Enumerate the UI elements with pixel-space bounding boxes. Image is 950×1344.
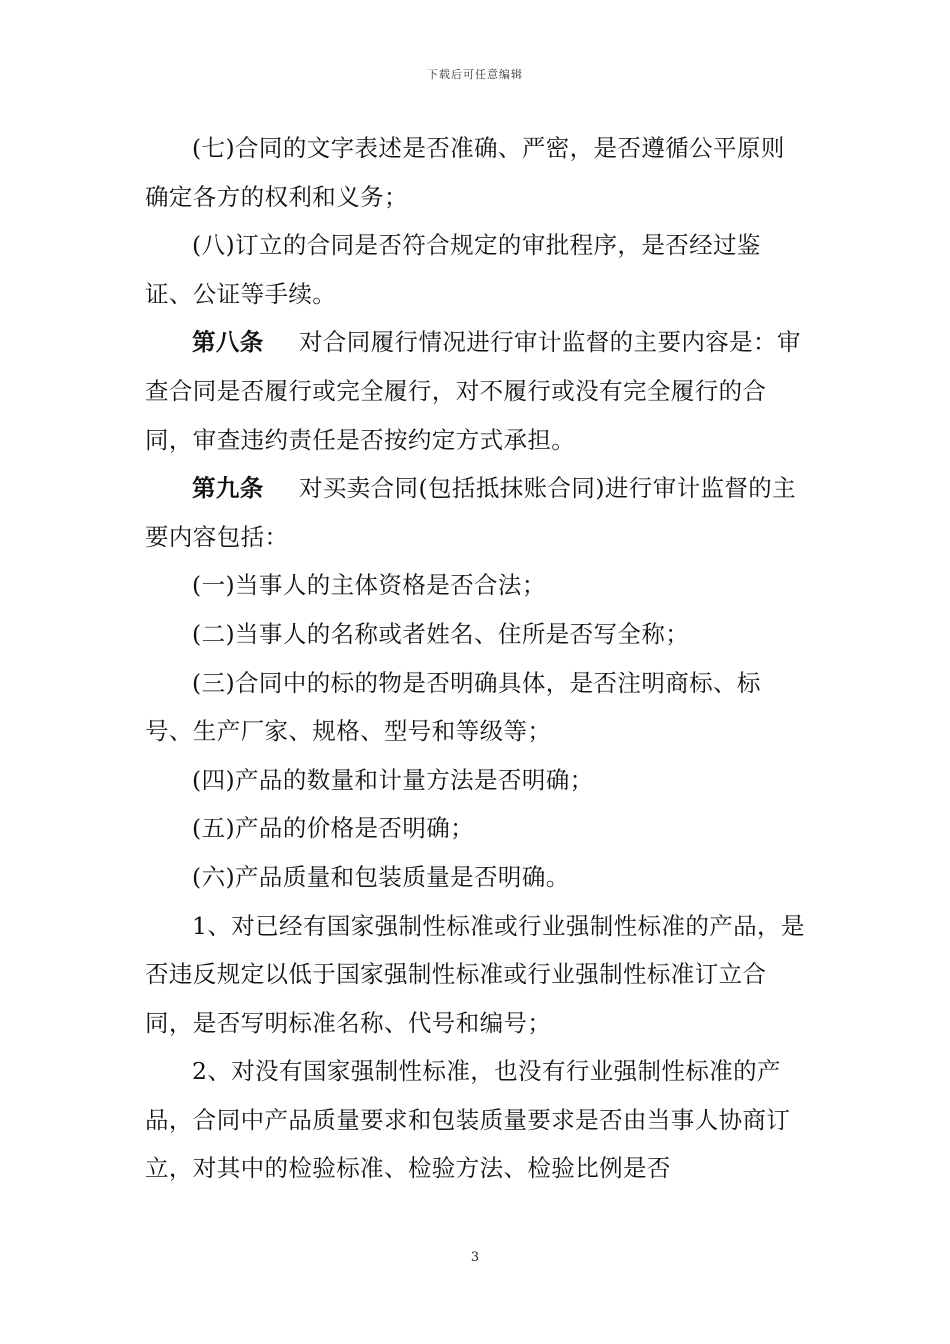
paragraph-item-7: (七)合同的文字表述是否准确、严密，是否遵循公平原则确定各方的权利和义务；: [145, 134, 785, 211]
paragraph-item-8: (八)订立的合同是否符合规定的审批程序，是否经过鉴证、公证等手续。: [145, 231, 761, 308]
paragraph-item-2: (二)当事人的名称或者姓名、住所是否写全称；: [192, 619, 690, 648]
paragraph-item-5: (五)产品的价格是否明确；: [192, 814, 475, 843]
paragraph-item-3: (三)合同中的标的物是否明确具体，是否注明商标、标号、生产厂家、规格、型号和等级等；: [145, 668, 761, 746]
page-number: 3: [470, 1250, 480, 1265]
paragraph-article-8: 第八条 对合同履行情况进行审计监督的主要内容是：审查合同是否履行或完全履行，对不履行或没有完全履行的合同，审查违约责任是否按约定方式承担。: [145, 328, 801, 454]
paragraph-item-4: (四)产品的数量和计量方法是否明确；: [192, 765, 594, 794]
page-header: 下载后可任意编辑: [427, 68, 523, 81]
document-body: [145, 124, 807, 1193]
paragraph-sub-2: 2、对没有国家强制性标准，也没有行业强制性标准的产品，合同中产品质量要求和包装质量要求是否由当事人协商订立，对其中的检验标准、检验方法、检验比例是否: [145, 1057, 791, 1183]
paragraph-article-9: 第九条 对买卖合同(包括抵抹账合同)进行审计监督的主要内容包括：: [145, 474, 797, 551]
paragraph-item-1: (一)当事人的主体资格是否合法；: [192, 571, 546, 600]
article-number: 第八条: [192, 328, 264, 357]
paragraph-item-6: (六)产品质量和包装质量是否明确。: [192, 862, 570, 891]
article-number: 第九条: [192, 474, 264, 503]
paragraph-sub-1: 1、对已经有国家强制性标准或行业强制性标准的产品，是否违反规定以低于国家强制性标准或行业强制性标准订立合同，是否写明标准名称、代号和编号；: [145, 911, 805, 1037]
